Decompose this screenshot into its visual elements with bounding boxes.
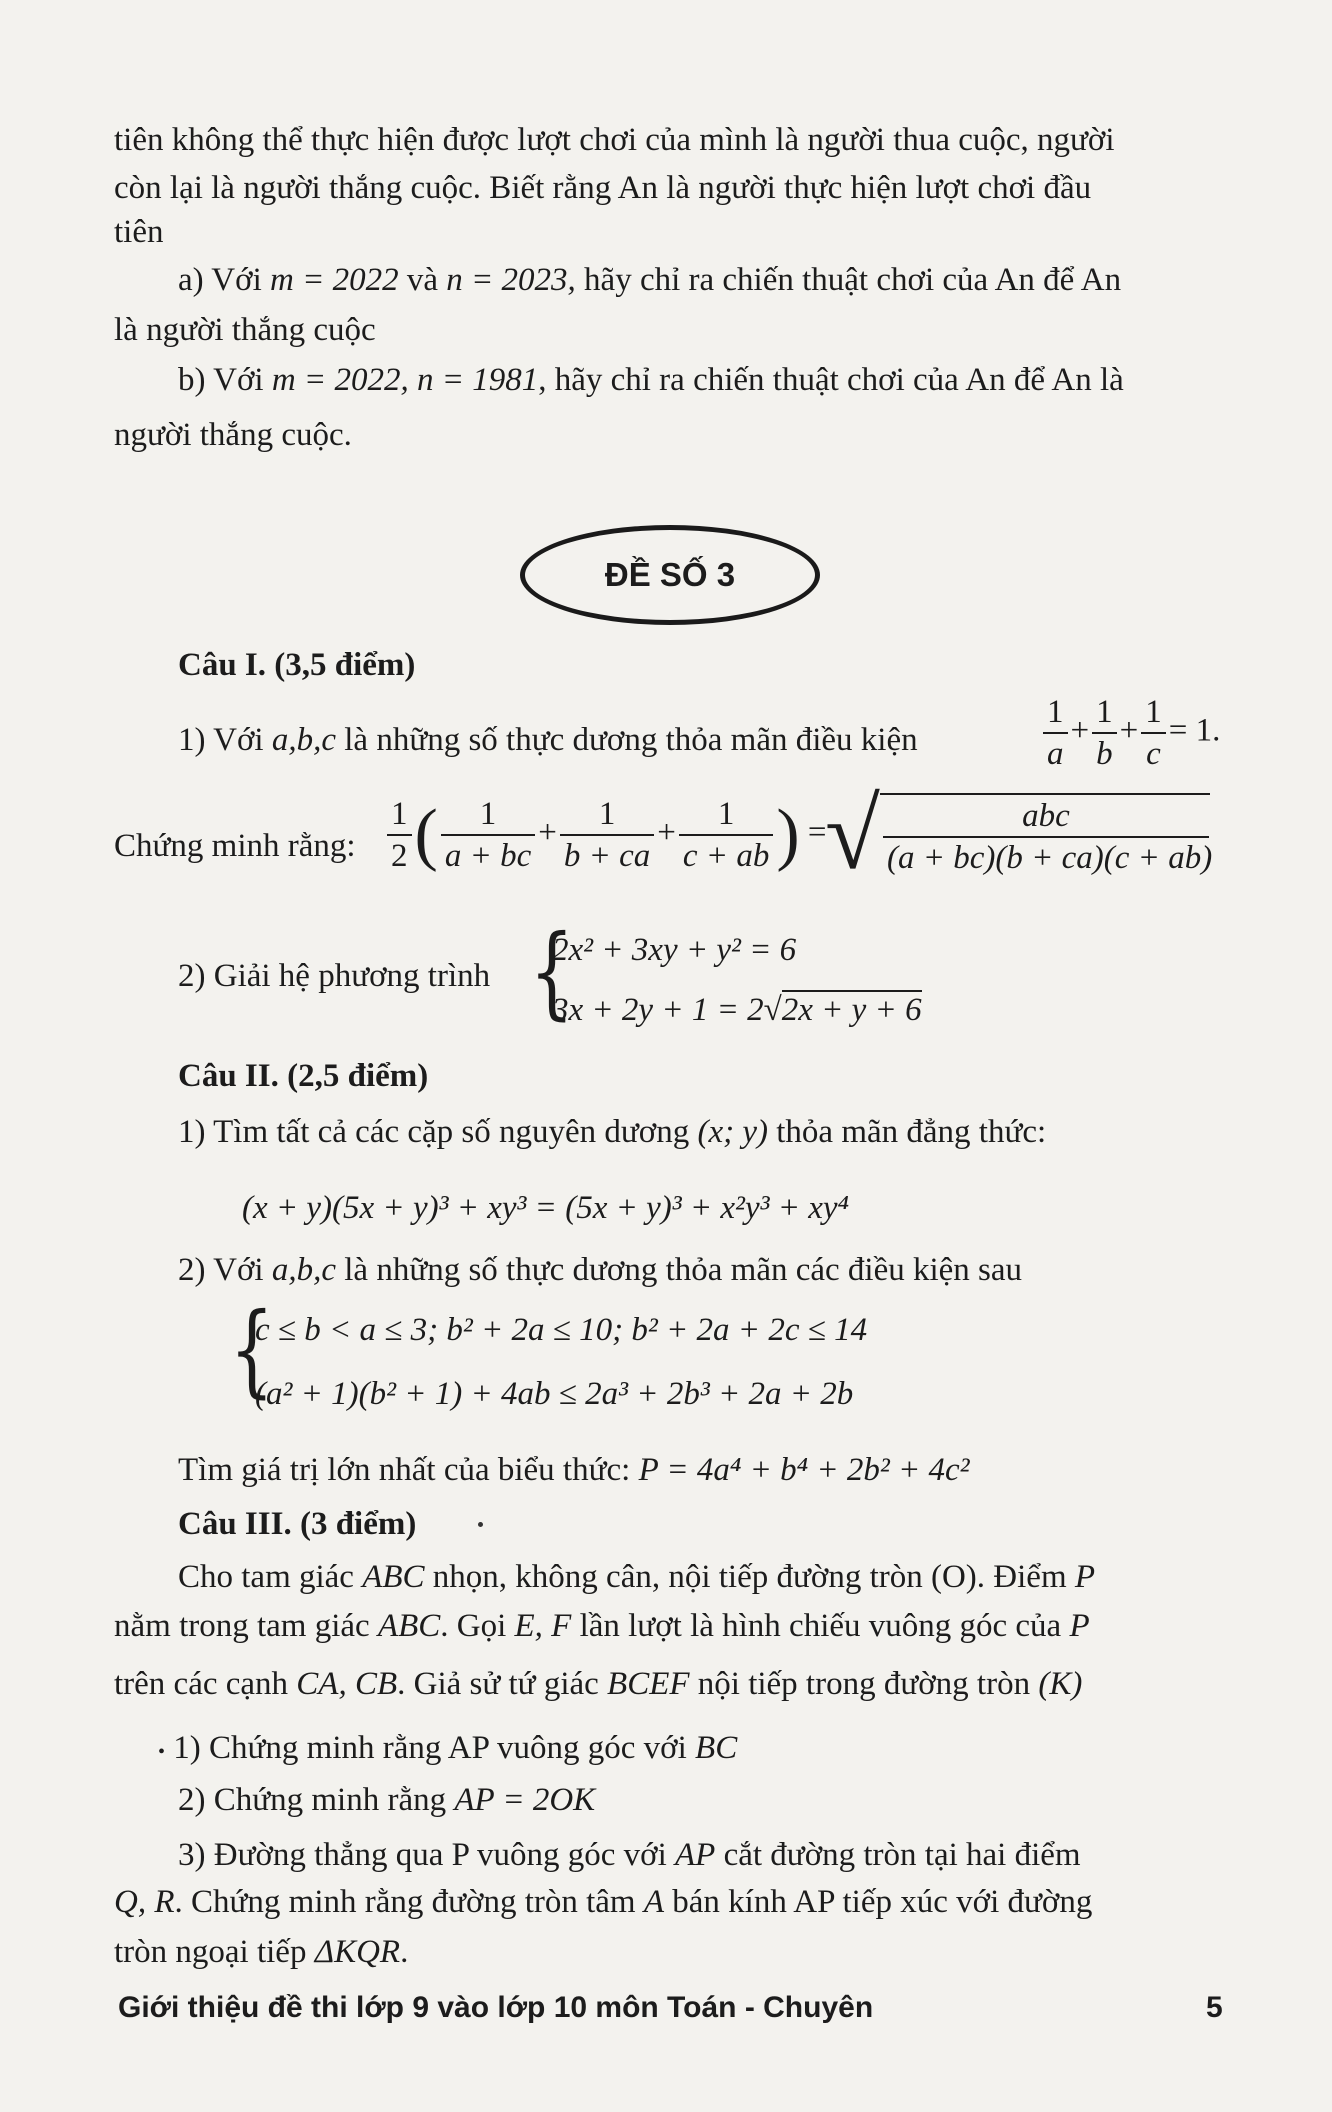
- cau3-heading: Câu III. (3 điểm): [178, 1506, 417, 1542]
- sqrt-sign: √: [825, 779, 880, 890]
- conditions-brace: {: [229, 1291, 275, 1408]
- system-brace: {: [529, 913, 575, 1030]
- cau2-q1: 1) Tìm tất cả các cặp số nguyên dương (x; y) thỏa mãn đẳng thức:: [178, 1114, 1047, 1150]
- cau3-q3-line3: tròn ngoại tiếp ΔKQR.: [114, 1934, 409, 1970]
- intro-question-a: a) Với m = 2022 và n = 2023, hãy chỉ ra chiến thuật chơi của An để An: [178, 262, 1122, 298]
- cau3-line-1: Cho tam giác ABC nhọn, không cân, nội tiếp đường tròn (O). Điểm P: [178, 1559, 1096, 1595]
- cau1-q2: 2) Giải hệ phương trình: [178, 958, 491, 994]
- footer-book-title: Giới thiệu đề thi lớp 9 vào lớp 10 môn Toán - Chuyên: [118, 1991, 874, 2024]
- cau3-line-3: trên các cạnh CA, CB. Giả sử tứ giác BCEF nội tiếp trong đường tròn (K): [114, 1666, 1083, 1702]
- cau1-condition: $\frac{1}{a}$ + $\frac{1}{b}$ + $\frac{1}{c}$ = 1.: [1040, 692, 1220, 774]
- intro-line-1: tiên không thể thực hiện được lượt chơi của mình là người thua cuộc, người: [114, 122, 1115, 158]
- page-number: 5: [1206, 1991, 1223, 2024]
- cau2-heading: Câu II. (2,5 điểm): [178, 1058, 429, 1094]
- intro-line-2: còn lại là người thắng cuộc. Biết rằng An là người thực hiện lượt chơi đầu: [114, 170, 1092, 206]
- cau1-identity: $\frac{1}{2}$ ( $\frac{1}{a + bc}$ + $\frac{1}{b + ca}$ + $\frac{1}{c + ab}$ ) =: [384, 794, 827, 876]
- cau1-rhs: $\frac{\text{abc}}{(a + bc)(b + ca)(c + ab)}$: [880, 796, 1210, 878]
- exam-title: ĐỀ SỐ 3: [604, 556, 736, 593]
- intro-question-b: b) Với m = 2022, n = 1981, hãy chỉ ra chiến thuật chơi của An để An là: [178, 362, 1124, 398]
- intro-question-a-line2: là người thắng cuộc: [114, 312, 376, 348]
- intro-line-3: tiên: [114, 214, 164, 250]
- cau1-q1: 1) Với a,b,c là những số thực dương thỏa mãn điều kiện: [178, 722, 918, 758]
- cau3-q1: • 1) Chứng minh rằng AP vuông góc với BC: [158, 1730, 738, 1766]
- cau3-q2: 2) Chứng minh rằng AP = 2OK: [178, 1782, 596, 1818]
- cau2-condition-1: c ≤ b < a ≤ 3; b² + 2a ≤ 10; b² + 2a + 2c ≤ 14: [255, 1312, 868, 1348]
- cau3-q3: 3) Đường thẳng qua P vuông góc với AP cắt đường tròn tại hai điểm: [178, 1837, 1081, 1873]
- stray-dot: [478, 1522, 483, 1527]
- cau3-q3-line2: Q, R. Chứng minh rằng đường tròn tâm A bán kính AP tiếp xúc với đường: [114, 1884, 1093, 1920]
- system-eq2: 3x + 2y + 1 = 2√2x + y + 6: [552, 992, 922, 1028]
- cau2-q2: 2) Với a,b,c là những số thực dương thỏa mãn các điều kiện sau: [178, 1252, 1023, 1288]
- cau1-prove-label: Chứng minh rằng:: [114, 828, 356, 864]
- cau2-max-question: Tìm giá trị lớn nhất của biểu thức: P = 4a⁴ + b⁴ + 2b² + 4c²: [178, 1452, 970, 1488]
- cau2-equation: (x + y)(5x + y)³ + xy³ = (5x + y)³ + x²y³ + xy⁴: [242, 1190, 850, 1226]
- cau2-condition-2: (a² + 1)(b² + 1) + 4ab ≤ 2a³ + 2b³ + 2a + 2b: [255, 1376, 854, 1412]
- system-eq1: 2x² + 3xy + y² = 6: [552, 932, 797, 968]
- cau1-heading: Câu I. (3,5 điểm): [178, 647, 416, 683]
- exam-title-oval: [520, 525, 820, 625]
- cau3-line-2: nằm trong tam giác ABC. Gọi E, F lần lượt là hình chiếu vuông góc của P: [114, 1608, 1090, 1644]
- intro-question-b-line2: người thắng cuộc.: [114, 417, 352, 453]
- sqrt-bar: [880, 793, 1210, 795]
